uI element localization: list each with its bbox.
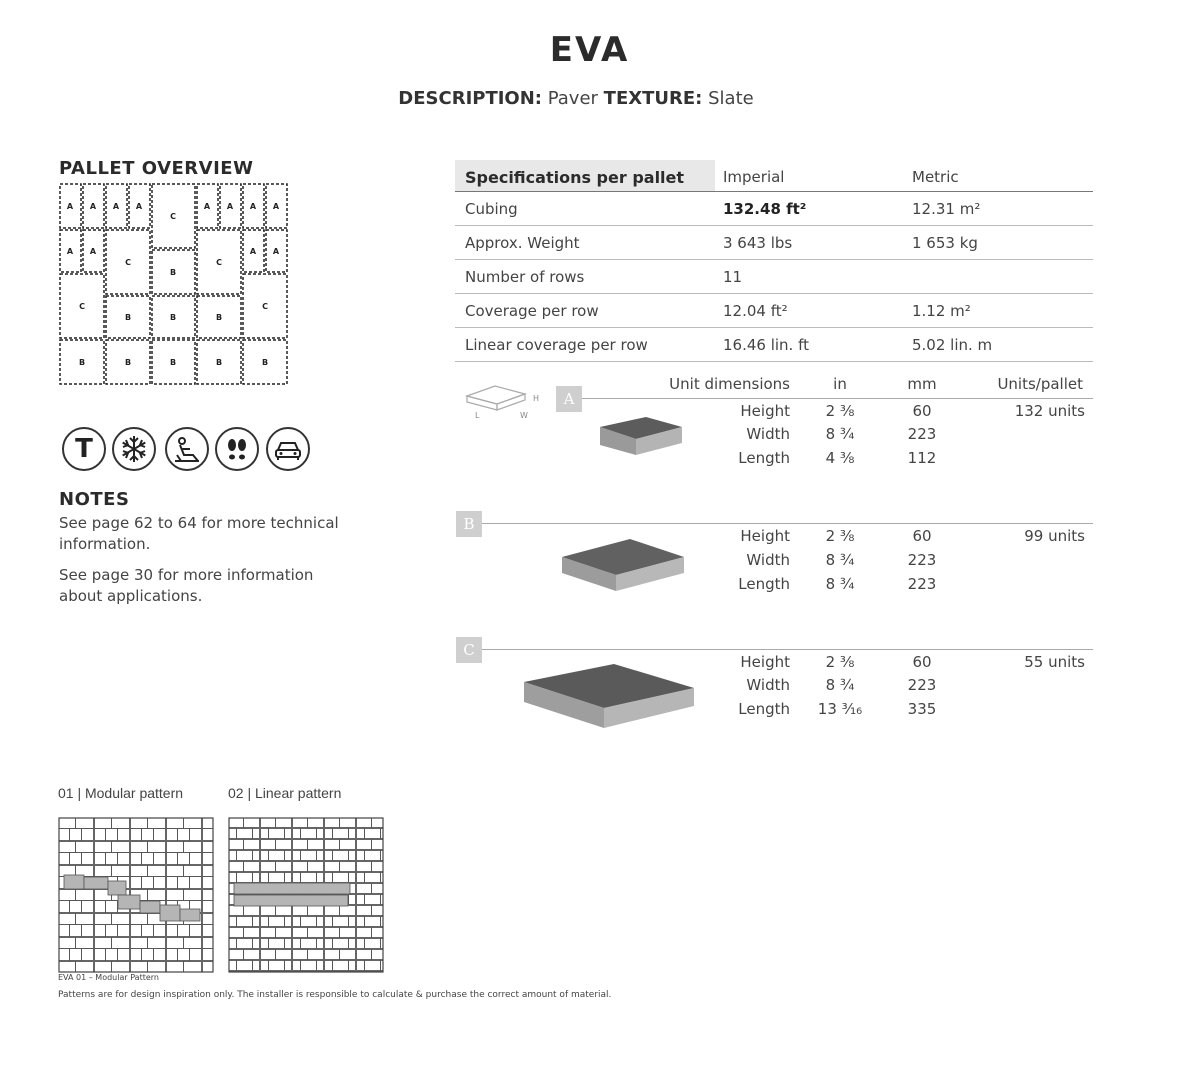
- pattern-01-title: 01 | Modular pattern: [58, 785, 184, 801]
- dim-l-label: L: [475, 411, 480, 420]
- modular-pattern-image: [58, 817, 214, 973]
- length-mm: 335: [907, 700, 937, 718]
- traffic-t-icon: T: [62, 427, 106, 471]
- spec-imperial: 11: [723, 268, 743, 286]
- unit-badge-b: B: [456, 511, 482, 537]
- pallet-label: B: [261, 358, 269, 367]
- pallet-label: A: [89, 202, 97, 211]
- texture-label: TEXTURE:: [603, 88, 703, 109]
- units-per-pallet: 99 units: [1024, 527, 1085, 545]
- paver-b-image: [558, 535, 688, 595]
- spec-imperial: 132.48 ft²: [723, 200, 807, 218]
- description-label: DESCRIPTION:: [398, 88, 542, 109]
- width-label: Width: [746, 425, 790, 443]
- spec-imperial: 3 643 lbs: [723, 234, 793, 252]
- units-per-pallet: 132 units: [1014, 402, 1085, 420]
- pallet-label: C: [125, 258, 131, 267]
- height-label: Height: [740, 527, 790, 545]
- divider: [482, 649, 1093, 650]
- description-line: [0, 88, 1152, 109]
- length-mm: 223: [907, 575, 937, 593]
- length-in: 8 ¾: [825, 575, 855, 593]
- pallet-label: B: [169, 313, 177, 322]
- pallet-label: A: [135, 202, 143, 211]
- length-label: Length: [738, 700, 790, 718]
- unit-badge-a: A: [556, 386, 582, 412]
- spec-imperial: 16.46 lin. ft: [723, 336, 809, 354]
- pallet-label: C: [216, 258, 222, 267]
- pallet-label: C: [79, 302, 85, 311]
- width-mm: 223: [907, 551, 937, 569]
- pallet-label: A: [249, 202, 257, 211]
- spec-imperial: 12.04 ft²: [723, 302, 788, 320]
- dim-w-label: W: [520, 411, 528, 420]
- height-in: 2 ⅜: [825, 402, 855, 420]
- table-row: [455, 328, 1093, 362]
- pallet-label: B: [78, 358, 86, 367]
- height-in: 2 ⅜: [825, 653, 855, 671]
- width-in: 8 ¾: [825, 425, 855, 443]
- spec-metric: 1.12 m²: [912, 302, 971, 320]
- notes-body: [59, 513, 359, 617]
- pallet-label: A: [66, 202, 74, 211]
- spec-metric: 1 653 kg: [912, 234, 978, 252]
- length-label: Length: [738, 575, 790, 593]
- pallet-label: C: [170, 212, 176, 221]
- height-label: Height: [740, 653, 790, 671]
- spec-label: Linear coverage per row: [465, 336, 648, 354]
- pallet-label: A: [272, 202, 280, 211]
- divider: [582, 398, 1093, 399]
- pallet-label: A: [226, 202, 234, 211]
- pallet-label: A: [112, 202, 120, 211]
- pallet-label: B: [124, 313, 132, 322]
- spec-label: Coverage per row: [465, 302, 599, 320]
- unit-dims-header: Unit dimensions: [669, 375, 790, 393]
- spec-header-metric: Metric: [912, 168, 959, 186]
- pallet-label: A: [272, 247, 280, 256]
- pattern-01-caption: EVA 01 – Modular Pattern: [58, 973, 159, 982]
- table-row: [455, 294, 1093, 328]
- dimension-box-icon: [465, 382, 545, 422]
- pallet-label: A: [89, 247, 97, 256]
- width-in: 8 ¾: [825, 676, 855, 694]
- units-per-pallet: 55 units: [1024, 653, 1085, 671]
- mm-header: mm: [907, 375, 937, 393]
- spec-label: Cubing: [465, 200, 518, 218]
- pallet-label: B: [215, 313, 223, 322]
- dim-h-label: H: [533, 394, 540, 403]
- note-applications: See page 30 for more information about applications.: [59, 566, 314, 605]
- units-pallet-header: Units/pallet: [997, 375, 1083, 393]
- spec-header-row: [455, 160, 1093, 192]
- pallet-label: B: [124, 358, 132, 367]
- pallet-overview-heading: PALLET OVERVIEW: [59, 158, 254, 179]
- deicing-salt-icon: [165, 427, 209, 471]
- page-title: EVA: [549, 30, 630, 70]
- paver-a-image: [596, 415, 686, 457]
- pattern-disclaimer: Patterns are for design inspiration only. The installer is responsible to calculate & purchase the correct amount of material.: [58, 990, 612, 1000]
- pedestrian-icon: [215, 427, 259, 471]
- pallet-label: C: [262, 302, 268, 311]
- spec-table: [455, 160, 1093, 362]
- width-mm: 223: [907, 425, 937, 443]
- height-mm: 60: [912, 402, 932, 420]
- table-row: [455, 260, 1093, 294]
- height-label: Height: [740, 402, 790, 420]
- linear-pattern-image: [228, 817, 384, 973]
- spec-header-imperial: Imperial: [723, 168, 785, 186]
- vehicle-icon: [266, 427, 310, 471]
- width-in: 8 ¾: [825, 551, 855, 569]
- description-value: Paver: [547, 88, 598, 109]
- width-label: Width: [746, 676, 790, 694]
- divider: [482, 523, 1093, 524]
- notes-heading: NOTES: [59, 489, 130, 510]
- paver-c-image: [520, 660, 698, 732]
- spec-label: Number of rows: [465, 268, 585, 286]
- spec-metric: 5.02 lin. m: [912, 336, 993, 354]
- in-header: in: [833, 375, 847, 393]
- freeze-thaw-icon: [112, 427, 156, 471]
- pallet-diagram: [58, 182, 288, 388]
- length-mm: 112: [907, 449, 937, 467]
- texture-value: Slate: [708, 88, 754, 109]
- length-label: Length: [738, 449, 790, 467]
- pallet-label: B: [169, 358, 177, 367]
- pallet-label: B: [169, 268, 177, 277]
- pattern-02-title: 02 | Linear pattern: [228, 785, 342, 801]
- length-in: 13 ³⁄₁₆: [817, 700, 863, 718]
- height-in: 2 ⅜: [825, 527, 855, 545]
- pallet-label: A: [203, 202, 211, 211]
- pallet-label: A: [66, 247, 74, 256]
- length-in: 4 ⅜: [825, 449, 855, 467]
- height-mm: 60: [912, 653, 932, 671]
- note-technical: See page 62 to 64 for more technical information.: [59, 514, 339, 553]
- width-label: Width: [746, 551, 790, 569]
- spec-label: Approx. Weight: [465, 234, 580, 252]
- height-mm: 60: [912, 527, 932, 545]
- unit-badge-c: C: [456, 637, 482, 663]
- table-row: [455, 192, 1093, 226]
- width-mm: 223: [907, 676, 937, 694]
- pallet-label: B: [215, 358, 223, 367]
- spec-metric: 12.31 m²: [912, 200, 981, 218]
- table-row: [455, 226, 1093, 260]
- spec-header-label: Specifications per pallet: [465, 168, 685, 187]
- pallet-label: A: [249, 247, 257, 256]
